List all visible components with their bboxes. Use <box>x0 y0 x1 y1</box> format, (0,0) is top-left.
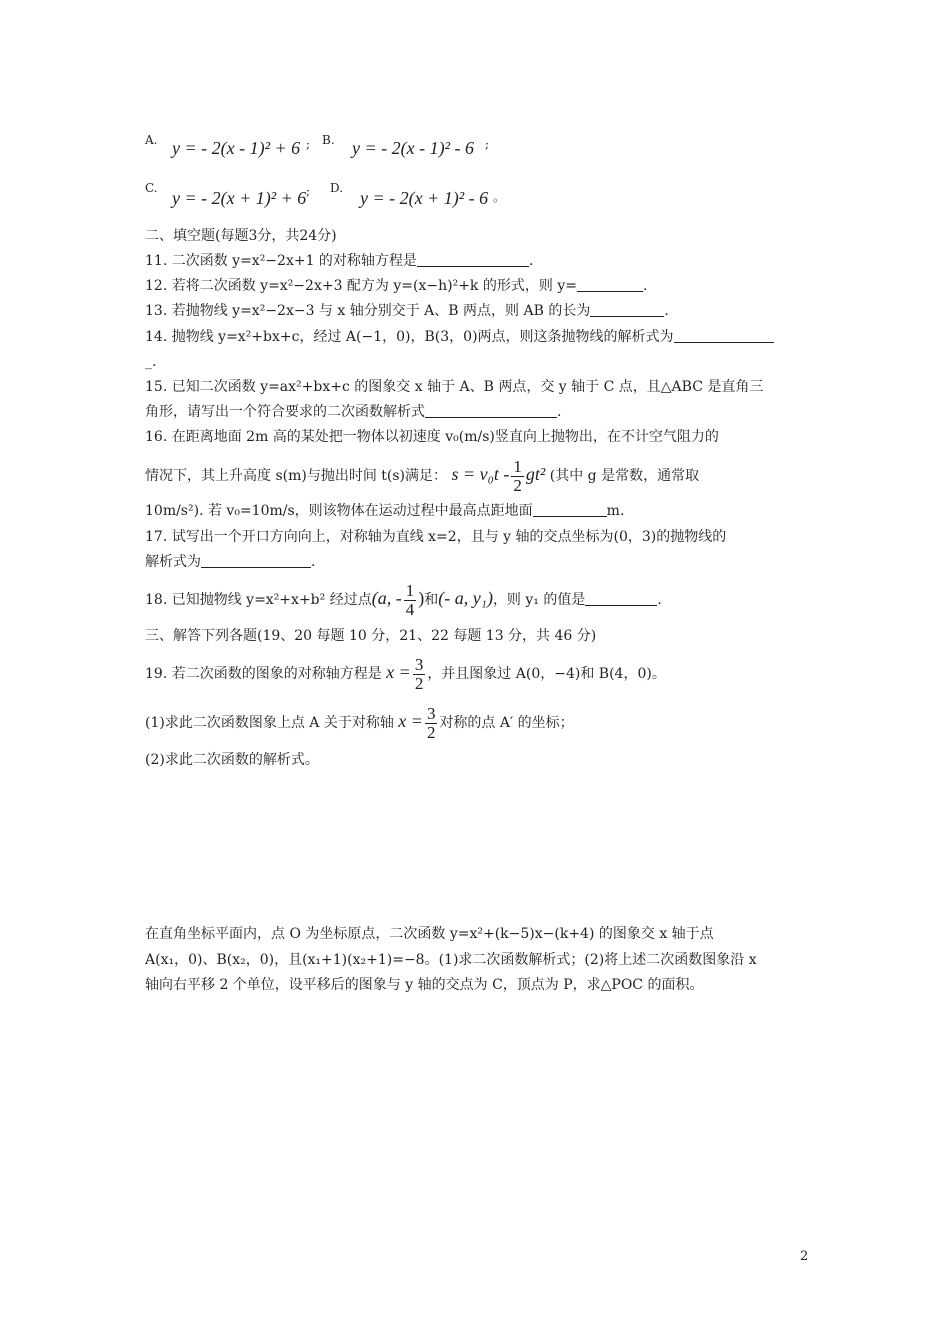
q19-text-b: ，并且图象过 A(0，−4)和 B(4，0)。 <box>427 666 666 682</box>
q18-end: . <box>657 592 662 608</box>
option-c-label: C. <box>145 181 158 195</box>
question-15-line2 <box>145 402 561 422</box>
q14-text: 14. 抛物线 y=x²+bx+c，经过 A(−1，0)，B(3，0)两点，则这条抛物线的解析式为 <box>145 329 674 345</box>
option-a-label: A. <box>145 133 158 147</box>
q14-continuation: _. <box>145 354 157 370</box>
option-d-sep: 。 <box>493 190 506 204</box>
q18-and: 和 <box>424 592 439 608</box>
question-15-line1: 15. 已知二次函数 y=ax²+bx+c 的图象交 x 轴于 A、B 两点，交 y 轴于 C 点，且△ABC 是直角三 <box>145 379 764 395</box>
q18-point2: (- a, y₁) <box>438 588 493 608</box>
q19p1-frac-den: 2 <box>426 722 436 742</box>
question-19 <box>145 652 666 694</box>
option-b-sep: ; <box>485 137 490 151</box>
option-d-label: D. <box>330 181 344 195</box>
q19-frac-num: 3 <box>414 654 424 674</box>
option-c-formula: y = - 2(x + 1)² + 6 <box>172 188 307 208</box>
q18-frac-den: 4 <box>405 599 415 619</box>
q18-point1-right: ) <box>418 588 425 608</box>
q16-formula-left: s = v₀t - <box>451 464 510 484</box>
q17-answer-blank[interactable] <box>201 553 311 568</box>
question-17-line2 <box>145 552 315 572</box>
q19-frac-den: 2 <box>414 673 424 693</box>
q16-end: m. <box>606 503 625 519</box>
q16-text-a: 情况下，其上升高度 s(m)与抛出时间 t(s)满足： <box>145 468 448 484</box>
question-16-line3 <box>145 501 624 521</box>
q19p1-text-b: 对称的点 A′ 的坐标； <box>439 715 574 731</box>
q16-formula-right: gt² <box>525 464 546 484</box>
q19p1-x: x = <box>398 711 423 731</box>
question-19-part1 <box>145 701 574 743</box>
question-14 <box>145 327 774 347</box>
option-b-label: B. <box>322 133 335 147</box>
q11-text: 11. 二次函数 y=x²−2x+1 的对称轴方程是 <box>145 253 417 269</box>
q11-answer-blank[interactable] <box>417 252 529 267</box>
section2-heading: 二、填空题(每题3分，共24分) <box>145 228 337 244</box>
question-17-line1: 17. 试写出一个开口方向向上，对称轴为直线 x=2，且与 y 轴的交点坐标为(0，3)的抛物线的 <box>145 529 727 545</box>
q17-end: . <box>311 554 316 570</box>
question-12 <box>145 276 647 296</box>
option-a-sep: ; <box>306 137 311 151</box>
q16-text-c: 10m/s²). 若 v₀=10m/s，则该物体在运动过程中最高点距地面 <box>145 503 533 519</box>
question-20-line1: 在直角坐标平面内，点 O 为坐标原点，二次函数 y=x²+(k−5)x−(k+4) 的图象交 x 轴于点 <box>145 926 714 942</box>
q15-answer-blank[interactable] <box>425 403 557 418</box>
q16-answer-blank[interactable] <box>533 502 607 517</box>
q16-frac-den: 2 <box>513 475 522 495</box>
page-number: 2 <box>800 1249 809 1264</box>
option-c-sep: ; <box>306 184 311 198</box>
question-11 <box>145 251 533 271</box>
q17-text: 解析式为 <box>145 554 201 570</box>
q19-x: x = <box>386 662 411 682</box>
question-20-line3: 轴向右平移 2 个单位，设平移后的图象与 y 轴的交点为 C，顶点为 P，求△POC 的面积。 <box>145 977 704 993</box>
q18-text-a: 18. 已知抛物线 y=x²+x+b² 经过点 <box>145 592 372 608</box>
q12-answer-blank[interactable] <box>577 277 643 292</box>
q11-end: . <box>528 253 534 269</box>
q18-point1-left: (a, - <box>371 588 402 608</box>
q16-text-b: (其中 g 是常数，通常取 <box>549 468 700 484</box>
q18-frac-num: 1 <box>405 580 415 600</box>
q13-end: . <box>664 303 669 319</box>
q19-text-a: 19. 若二次函数的图象的对称轴方程是 <box>145 666 382 682</box>
q13-text: 13. 若抛物线 y=x²−2x−3 与 x 轴分别交于 A、B 两点，则 AB 的长为 <box>145 303 591 319</box>
question-16-line1: 16. 在距离地面 2m 高的某处把一物体以初速度 v₀(m/s)竖直向上抛物出，在不计空气阻力的 <box>145 429 719 445</box>
q14-answer-blank[interactable] <box>674 328 774 343</box>
q18-text-b: ，则 y₁ 的值是 <box>492 592 586 608</box>
option-a-formula: y = - 2(x - 1)² + 6 <box>172 138 301 158</box>
question-13 <box>145 301 669 321</box>
q19p1-fraction <box>425 705 438 742</box>
question-20-line2: A(x₁，0)、B(x₂，0)，且(x₁+1)(x₂+1)=−8。(1)求二次函数解析式；(2)将上述二次函数图象沿 x <box>145 952 757 968</box>
option-b-formula: y = - 2(x - 1)² - 6 <box>352 138 474 158</box>
q15-text: 角形，请写出一个符合要求的二次函数解析式 <box>145 404 425 420</box>
question-16-line2 <box>145 456 699 495</box>
q15-end: . <box>557 404 562 420</box>
option-d-formula: y = - 2(x + 1)² - 6 <box>360 188 489 208</box>
question-18 <box>145 578 662 620</box>
q16-frac-num: 1 <box>513 456 522 476</box>
q19p1-text-a: (1)求此二次函数图象上点 A 关于对称轴 <box>145 715 394 731</box>
q12-text: 12. 若将二次函数 y=x²−2x+3 配方为 y=(x−h)²+k 的形式，则 y= <box>145 278 577 294</box>
section3-heading: 三、解答下列各题(19、20 每题 10 分，21、22 每题 13 分，共 46 分) <box>145 628 597 644</box>
q12-end: . <box>642 278 648 294</box>
q16-fraction <box>511 458 524 495</box>
q18-answer-blank[interactable] <box>585 591 657 606</box>
question-19-part2: (2)求此二次函数的解析式。 <box>145 752 319 768</box>
q13-answer-blank[interactable] <box>590 302 664 317</box>
q19-fraction <box>413 656 426 693</box>
q18-fraction <box>404 582 417 619</box>
q19p1-frac-num: 3 <box>426 703 436 723</box>
